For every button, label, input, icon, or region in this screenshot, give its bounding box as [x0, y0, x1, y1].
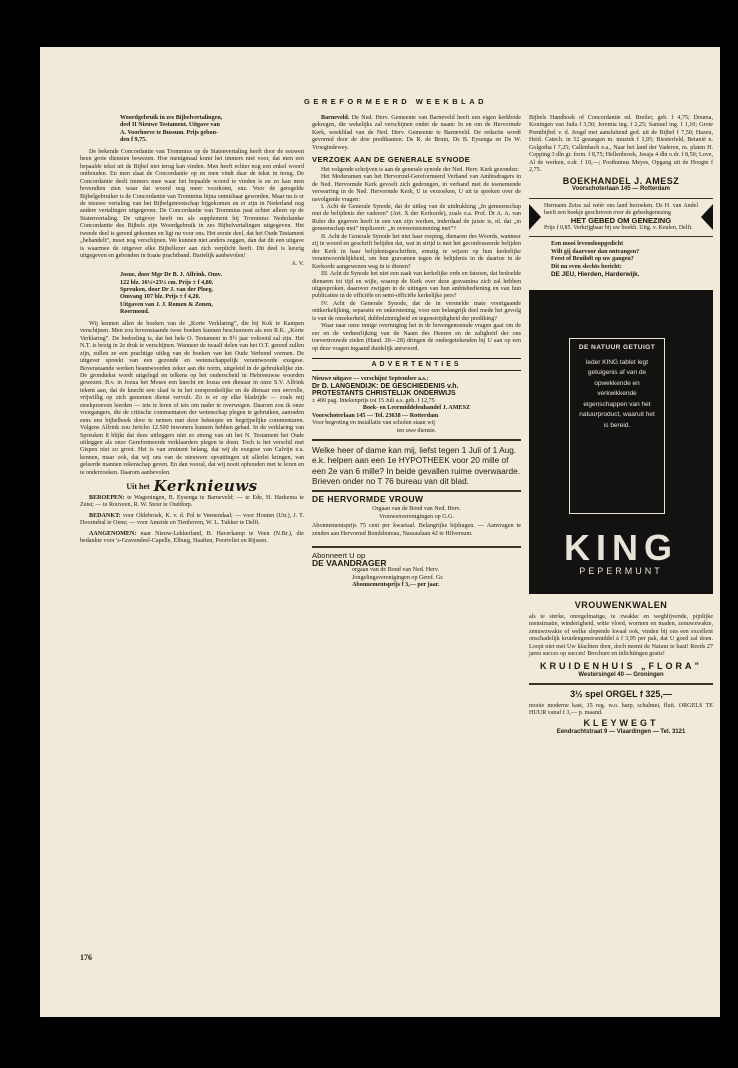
verzoek-intro: Het volgende schrijven is aan de generale synode der Ned. Herv. Kerk gezonden:: [321, 166, 519, 173]
aangenomen-text: naar Nieuw-Lekkerland, B. Haverkamp te Veen (N.Br.), die bedankte voor 's-Gravendeel-Capelle, Elburg, Haaften, Poortvliet en Rijssen.: [80, 530, 304, 545]
ad-jeu-line: Feest of Bruiloft op uw gangen?: [551, 256, 634, 263]
book2-line: Roermond.: [120, 309, 150, 316]
aangenomen-label: AANGENOMEN:: [89, 530, 137, 537]
kleywegt-heading: KLEYWEGT: [583, 717, 659, 728]
verzoek-point-2: II. Acht de Generale Synode het niet haar roeping, dienaren des Woords, wanneer zij in woord en geschrift belijden dat, wat in strijd is met het geconfesseerde belijden der Kerk in haar belijdenisgeschriften, ernstig te wijzen op hun kerkelijke verantwoordelijkheid, om hun gravamen tegen de belijdenis in de daartoe in de Kerkorde aangewezen weg in te dienen?: [312, 233, 521, 270]
book2-line: Omvang 107 blz. Prijs ± f 4,20.: [120, 294, 201, 301]
beroepen-label: BEROEPEN:: [89, 494, 125, 501]
ad-jeu-line: Wilt gij daarvoor dan ontvangen?: [551, 248, 640, 255]
verzoek-body: Het Moderamen van het Hervormd-Gereformeerd Verband van Ambtsdragers in de Ned. Hervormde Kerk gevoelt zich gedrongen, in verband met de toenemende verwarring in de Ned. Hervormde Kerk, U te verzoeken, U uit te spreken over de navolgende vragen:: [312, 174, 521, 203]
divider: [312, 439, 521, 441]
hervormde-vrouw-sub: Vrouwenverenigingen op G.G.: [378, 513, 455, 520]
vrouwenkwalen-heading: VROUWENKWALEN: [574, 600, 668, 611]
vaandrager-sub: orgaan van de Bond van Ned. Herv.: [352, 567, 440, 574]
hervormde-vrouw-body: Abonnementsprijs 75 cent per kwartaal. Belangrijke bijdragen. — Aanvragen te zenden aan Hervormd Bondsbureau, Nassaulaan 42 te Hilversum.: [312, 523, 521, 537]
bedankt-text: voor Oldebroek, K. v. d. Pol te Veenendaal; — voor Houten (Utr.), J. T. Doornebal te Oene; — voor Ameide en Tienhoven, W. L. Tukker te Delft.: [80, 512, 304, 527]
beroepen-paragraph: [80, 495, 304, 510]
kruidenhuis-heading: KRUIDENHUIS „FLORA”: [540, 660, 702, 671]
king-subbrand: PEPERMUNT: [579, 566, 663, 577]
ad-gebed-om-genezing: [529, 203, 713, 233]
ad-langendijk-line: Nieuwe uitgave — verschijnt September a.s.:: [312, 375, 429, 382]
ad-gebed-title: HET GEBED OM GENEZING: [570, 215, 672, 225]
book-list: Bijbels Handboek of Concordantie ed. Breiler, geb. f 4,75; Douma, Koningen van Juda f 3,50; Jeremia ing. f 2,25; Samuel ing. f 1,10; Grote Prentbijbel v. d. Jeugd met aansluitend ged. uit de Bijbel f 7,50; Hazeu, Heid. Catech. in 52 gezangen m. muziek f 1,95; Biesterfeld, Betanië n. Golgotha f 7,25; Callenbach e.a., Naar het land der Vaderen, m. platen H. Copping 3 dln gr. form. f 8,75; Hellenbroek, Jesaja 4 dln o.dr. f 8,50; Love, Al de werken, o.dr. f 10,—; Posthumus Meyes, Opgang uit de Hoogte f 2,75.: [529, 115, 713, 174]
orgel-heading: 3½ spel ORGEL f 325,—: [570, 689, 672, 700]
review-signature: A. V.: [291, 260, 304, 267]
ad-jeu-line: DE JEU, Hierden, Harderwijk.: [551, 270, 640, 278]
divider: [529, 683, 713, 685]
ad-langendijk-line: PROTESTANTS CHRISTELIJK ONDERWIJS: [312, 390, 456, 398]
book1-line: deel II Nieuwe Testament. Uitgave van: [120, 122, 220, 129]
ad-de-jeu: [529, 241, 713, 278]
vaandrager-sub: Jongelingsverenigingen op Geref. Gr.: [352, 574, 444, 581]
book2-heading: [80, 272, 304, 317]
beroepen-text: te Wageningen, B. Eysenga te Barneveld; — te Ede, H. Harkema te Zeist; — te Rouveen, R. W. Steur te Ouddorp.: [80, 494, 304, 509]
vaandrager-title: DE VAANDRAGER: [312, 557, 387, 568]
ad-langendijk-line: ± 400 pag. Intekenprijs tot 15 Juli a.s. geb. f 12,75: [312, 397, 435, 404]
divider: [312, 546, 521, 548]
divider: [312, 490, 521, 492]
advertenties-heading: ADVERTENTIES: [312, 358, 521, 370]
hervormde-vrouw-heading: DE HERVORMDE VROUW: [312, 493, 424, 504]
barneveld-label: Barneveld.: [321, 115, 350, 121]
hervormde-vrouw-sub: Orgaan van de Bond van Ned. Herv.: [372, 506, 461, 513]
ad-jeu-line: Een mooi levensloopgedicht: [551, 241, 624, 248]
verzoek-heading: VERZOEK AAN DE GENERALE SYNODE: [312, 155, 471, 165]
book2-line: 122 blz. 16½×23½ cm. Prijs ± f 4,80.: [120, 279, 214, 286]
divider: [529, 198, 713, 199]
kruidenhuis-address: Westersingel 40 — Groningen: [578, 672, 664, 679]
vrouwenkwalen-body: als te sterke, onregelmatige, te zwakke en wegblijvende, pijnlijke menstruatie, winderigheid, witte vloed, wormen en maden, zenuwzwakte, zenuwzwakte of welke slepende kwaal ook, vinden bij ons een excellent onschadelijk kruidengeneesmiddel à f 3,95 per pak, dat U goed zal doen. Loopt niet met Uw klachten door, doch neemt de Natuur te baat! Reeds 27 jaren succes op succes! Brochure en inlichtingen gratis!: [529, 613, 713, 658]
column-2: [312, 115, 521, 589]
ad-gebed-text: Hermann Zeiss zal wéér ons land bezoeken. Ds H. van Andel heeft een boekje geschreven over de gebedsgenezing: [544, 202, 698, 216]
divider: [529, 236, 713, 237]
book2-line: Spreuken, door Dr J. van der Ploeg.: [120, 286, 214, 293]
amesz-heading: BOEKHANDEL J. AMESZ: [562, 175, 680, 186]
barneveld-paragraph: [312, 115, 521, 152]
king-ad-heading: DE NATUUR GETUIGT: [578, 344, 656, 352]
header-title: GEREFORMEERD WEEKBLAD: [304, 97, 488, 106]
column-1: [80, 115, 304, 545]
book2-line: Uitgaven van J. J. Romen & Zonen,: [120, 301, 213, 308]
review2-paragraph: Wij kennen allen de boeken van de „Korte Verklaring”, die bij Kok te Kampen verschijnen. Men zou bovenstaande twee boeken kunnen beschouwen als een R.K. „Korte Verklaring”. De bedoeling is, dat het hele O. Testament in 8½ jaar voltooid zal zijn. Het N.T. is bezig in 2e druk te verschijnen. Wanneer de twaalf delen van het O.T. gereed zullen zijn, zullen ze een prachtige uitleg van de boeken van het Oude Verbond vormen. De uitgever spreekt van een gezonde en wetenschappelijk verantwoorde exegese. Bovenstaande werken beantwoorden zeker aan die norm, uitgeleid in de gebruikelijke zin. De grondtekst wordt uitgelegd en telkens op het onderscheid in Hebreeuwse woorden gewezen. B.v. in Jozua bet Moses een knecht en Jozua een dienaar in onze S.V. Alfrink tekent aan, dat de knecht een slaaf is in het oorspronkelijke en de dienaar een eervolle, vrijwillig op zich genomen dienst vervult. Zo is er op elke bladzijde — zoals mij steekproeven leerden — iets te leren of iets om nader te overwegen. Daarom zou ik onze voorgangers, die de critische commentaren der wetenschap plegen te gebruiken, aanraden eens een bijbelboek door te nemen met deze beknopte en begrijpelijke commentaren. Volgens Alfrink zou Jericho 12.500 inwoners kunnen hebben gehad. In de verklaring van Spreuken 8 blijkt dat deze uitleggers niet zo streng van uit het N. Testament het Oude uitleggen als onze Gereformeerde verklaarders plegen te doen. Toch is het verschil met Gispen niet zo groot. Het is van eminent belang, dat wij de exegese van Calvijn e.a. kennen, maar ook, dat wij ons van de nieuwere opvattingen uit allerlei kringen, van geleerde mannen rekenschap geven. En dan vooral, dat wij nooit ophouden met te lezen en te onderzoeken. Daarom aanbevolen.: [80, 320, 304, 476]
kleywegt-address: Eendrachtstraat 9 — Vlaardingen — Tel. 3121: [556, 729, 686, 736]
orgel-body: mooie moderne kast, 15 reg. w.o. harp, schalmei, fluit. ORGELS TE HUUR vanaf f 3,— p. maand.: [529, 702, 713, 717]
column-3: [529, 115, 713, 737]
page-number: 176: [80, 953, 92, 962]
book1-heading: [80, 115, 304, 145]
verzoek-point-1: I. Acht de Generale Synode, dat de uitleg van de uitdrukking „In gemeenschap met de belijdenis der vaderen” (Art. X der Kerkorde), zoals o.a. Prof. Dr A. A. van Ruler die gegeven heeft in een van zijn werken, inderdaad de juiste is, nl. dat „in gemeenschap met” impliceert: „in overeenstemming met”?: [312, 203, 521, 233]
ad-langendijk-line: Boek- en Leermiddelenhandel J. AMESZ: [362, 405, 471, 412]
king-pepermunt-ad: [529, 290, 713, 594]
book1-line: Woordgebruik in zes Bijbelvertalingen,: [120, 115, 223, 121]
kerknieuws-title: Kerknieuws: [153, 477, 258, 496]
ad-langendijk-line: Voorschoterlaan 145 — Tel. 23638 — Rotterdam: [312, 412, 439, 419]
ad-hypotheek-text: Welke heer of dame kan mij, liefst tegen 1 Juli of 1 Aug. e.k. helpen aan een 1e HYPOTHEEK voor 20 mille of een 2e van 6 mille? In beide gevallen ruime overwaarde. Brieven onder no T 76 bureau van dit blad.: [312, 445, 521, 486]
abonneert-line: Abonneert U op: [312, 551, 366, 561]
kerknieuws-heading: [80, 477, 304, 496]
barneveld-text: De Ned. Herv. Gemeente van Barneveld heeft een eigen kerkbode gekregen, die wekelijks zal verschijnen onder de naam: In en om de Hervormde Kerk, weekblad van de Ned. Herv. Gemeente te Barneveld. De redactie wordt gevormd door de drie predikanten: Ds R. de Bruin, Ds B. Eysenga en Ds W. Vroegindewey.: [312, 115, 521, 151]
ad-jeu-line: Dit nu even slechts bericht:: [551, 263, 622, 270]
triangle-left-icon: [529, 204, 541, 230]
book1-line: A. Voorhoeve te Bussum. Prijs gebon-: [120, 129, 219, 136]
verzoek-point-3: III. Acht de Synode het niet een zaak van kerkelijke orde en fatsoen, dat bedoelde dienaren tot tijd en wijle, waarop de Kerk over deze gravamina zich zal hebben uitgesproken, daarover zwijgen in de uitingen van hun ambtsbediening en van hun publicaties in de officiële en semi-officiële kerkelijke pers?: [312, 271, 521, 300]
newspaper-page: [40, 47, 720, 1017]
verzoek-point-4: IV. Acht de Generale Synode, dat de in versnelde mate voortgaande ontkerkelijking, separatie en onkerstening, voor een belangrijk deel mede het gevolg is van de onzekerheid, dubbelzinnigheid en tegenstrijdigheid der prediking?: [312, 300, 521, 322]
ad-langendijk-line: ten uwe dienste.: [396, 427, 437, 434]
ad-langendijk: [312, 376, 521, 436]
kerknieuws-prefix: Uit het: [126, 482, 150, 492]
ad-langendijk-line: Dr D. LANGENDIJK: DE GESCHIEDENIS v.h.: [312, 382, 459, 390]
king-ad-textbox: [569, 338, 665, 514]
review-paragraph: De bekende Concordantie van Trommius op de Statenvertaling heeft door de eeuwen heen grote diensten bewezen. Hoe menigmaal komt het immers niet voor, dat men een bepaalde tekst uit de Bijbel niet terug kan vinden. Men heeft echter nog een enkel woord onthouden. En men slaat de Concordantie op en men vindt daar de tekst in terug. De Concordantie deelt immers mee waar het bepaalde woord te vinden is en zo kan men bovendien zien waar dat woord nog meer voorkomt, enz. Voor de geregelde Bijbelgebruiker is de Concordantie van Trommius bijna onmisbaar geworden. Maar nu is er de nieuwe vertaling van het Bijbelgenootschap bijgekomen en er zijn in Nederland nog andere vertalingen uitgegeven. De Concordantie van Trommius past echter alleen op de Statenvertaling. De uitgever heeft nu als supplement bij Trommius Nederlandse Concordantie des Bijbels zijn Woordgebruik in zes Bijbelvertalingen uitgegeven. Het tweede deel is gereed gekomen en ligt nu voor ons. Het eerste deel, dat het Oude Testament „behandelt”, moet nog verschijnen. We kunnen niet anders zeggen, dan dat dit een uitgave is waarmee de uitgever elke Bijbellezer aan zich verplicht heeft. Dit deel is keurig uitgegeven en gebonden in fraaie prachtband. Hartelijk aanbevolen!: [80, 148, 304, 260]
ad-gebed-tail: Prijs f 0,85. Verkrijgbaar bij uw boekh. Uitg. v. Keulen, Delft.: [544, 224, 693, 231]
king-brand: KING: [564, 527, 678, 569]
bedankt-label: BEDANKT:: [89, 512, 121, 519]
ad-gebed-body: [544, 203, 698, 233]
book1-line: den f 9,75.: [120, 137, 147, 144]
triangle-right-icon: [701, 204, 713, 230]
vaandrager-details: [312, 567, 521, 589]
amesz-address: Voorschoterlaan 145 — Rotterdam: [572, 186, 670, 193]
king-ad-body: leder KING tablet legt getuigenis af van de opwekkende en verkwikkende eigenschappen van het natuurproduct, waaruit het is bereid.: [579, 358, 655, 429]
verzoek-closing: Waar naar onze innige overtuiging het in de bovengenoemde vragen gaat om de eer en de verheerlijking van de Naam des Heeren en de zaligheid der ons toevertrouwde zielen (Hand. 20—28) dringen de ondergetekenden bij U aan op een op deze vragen ingaand duidelijk antwoord.: [312, 323, 521, 352]
vaandrager-sub: Abonnementsprijs f 3,— per jaar.: [352, 582, 440, 589]
book2-line: Josue, door Mgr Dr B. J. Alfrink. Omv.: [120, 272, 222, 279]
ad-hypotheek: [312, 445, 521, 486]
bedankt-paragraph: [80, 513, 304, 528]
ad-langendijk-line: Voor begroting en installatie van scholen staan wij: [312, 420, 435, 427]
aangenomen-paragraph: [80, 531, 304, 546]
